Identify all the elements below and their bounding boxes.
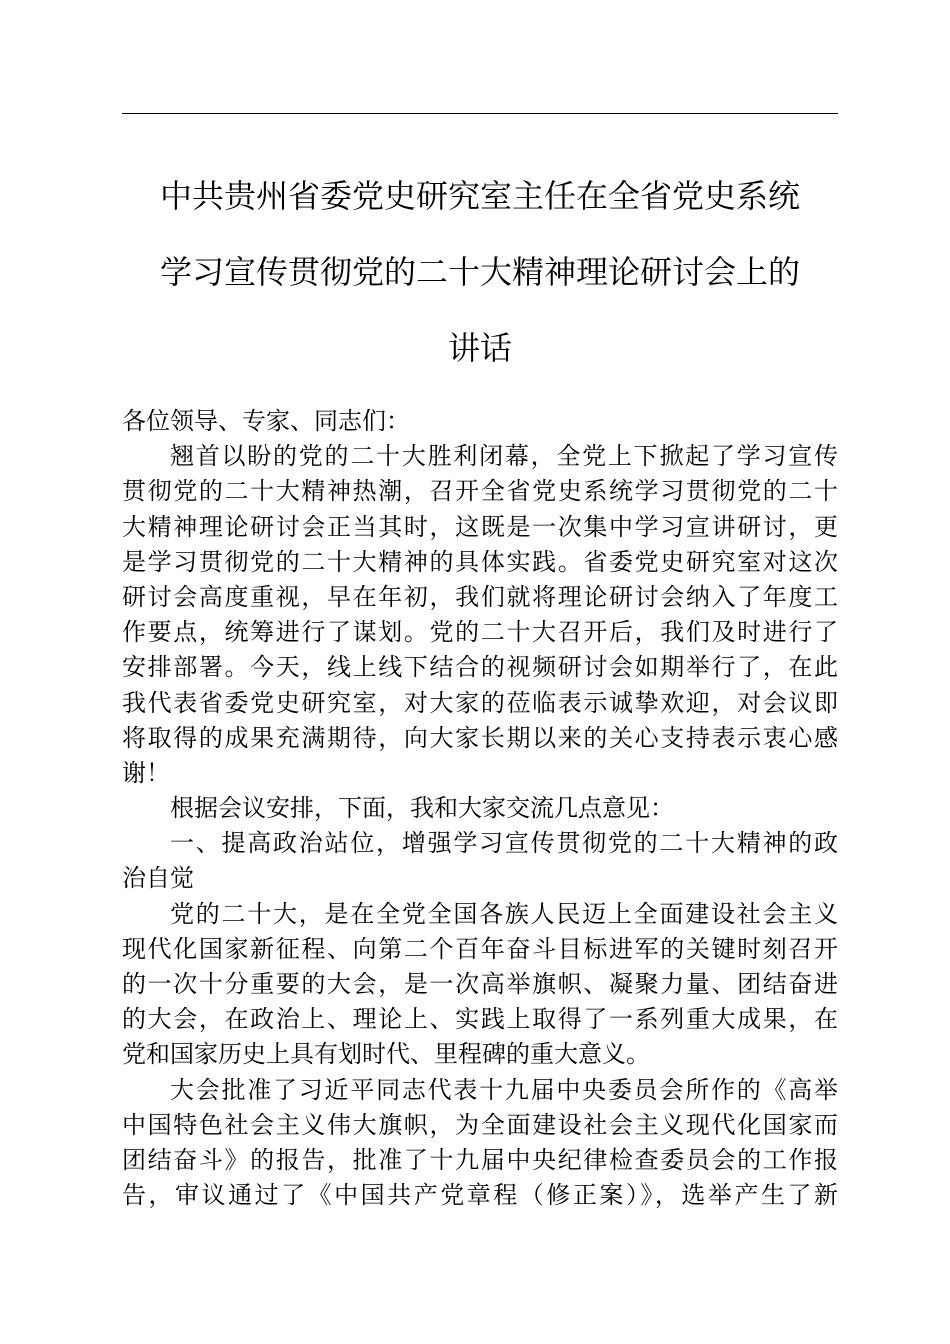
body-line: 大会批准了习近平同志代表十九届中央委员会所作的《高举 [170, 1075, 838, 1104]
section-heading: 一、提高政治站位，增强学习宣传贯彻党的二十大精神的政 [170, 829, 838, 858]
body-line: 作要点，统筹进行了谋划。党的二十大召开后，我们及时进行了 [122, 618, 838, 647]
title-line: 学习宣传贯彻党的二十大精神理论研讨会上的 [159, 253, 800, 291]
body-line: 大精神理论研讨会正当其时，这既是一次集中学习宣讲研讨，更 [122, 512, 838, 541]
body-line: 安排部署。今天，线上线下结合的视频研讨会如期举行了，在此 [122, 653, 838, 682]
body-line: 根据会议安排，下面，我和大家交流几点意见： [170, 794, 674, 823]
body-line: 党的二十大，是在全党全国各族人民迈上全面建设社会主义 [170, 899, 838, 928]
body-line: 贯彻党的二十大精神热潮，召开全省党史系统学习贯彻党的二十 [122, 477, 838, 506]
header-rule [122, 113, 838, 114]
title-line: 讲话 [447, 329, 512, 367]
body-line: 中国特色社会主义伟大旗帜，为全面建设社会主义现代化国家而 [122, 1110, 838, 1139]
body-line: 团结奋斗》的报告，批准了十九届中央纪律检查委员会的工作报 [122, 1145, 838, 1174]
body-line: 谢！ [122, 758, 170, 787]
body-line: 告，审议通过了《中国共产党章程（修正案）》，选举产生了新 [122, 1181, 838, 1210]
body-line: 的一次十分重要的大会，是一次高举旗帜、凝聚力量、团结奋进 [122, 970, 838, 998]
body-line: 现代化国家新征程、向第二个百年奋斗目标进军的关键时刻召开 [122, 934, 838, 963]
body-line: 我代表省委党史研究室，对大家的莅临表示诚挚欢迎，对会议即 [122, 688, 838, 717]
body-line: 党和国家历史上具有划时代、里程碑的重大意义。 [122, 1040, 650, 1069]
title-line: 中共贵州省委党史研究室主任在全省党史系统 [159, 177, 800, 215]
body-line: 将取得的成果充满期待，向大家长期以来的关心支持表示衷心感 [122, 723, 838, 752]
document-title [122, 170, 838, 398]
section-heading: 治自觉 [122, 864, 194, 893]
salutation: 各位领导、专家、同志们： [122, 407, 410, 435]
body-line: 的大会，在政治上、理论上、实践上取得了一系列重大成果，在 [122, 1005, 838, 1034]
document-body [122, 404, 838, 1213]
body-line: 研讨会高度重视，早在年初，我们就将理论研讨会纳入了年度工 [122, 582, 838, 611]
body-line: 是学习贯彻党的二十大精神的具体实践。省委党史研究室对这次 [122, 547, 838, 576]
body-line: 翘首以盼的党的二十大胜利闭幕，全党上下掀起了学习宣传 [170, 442, 838, 471]
